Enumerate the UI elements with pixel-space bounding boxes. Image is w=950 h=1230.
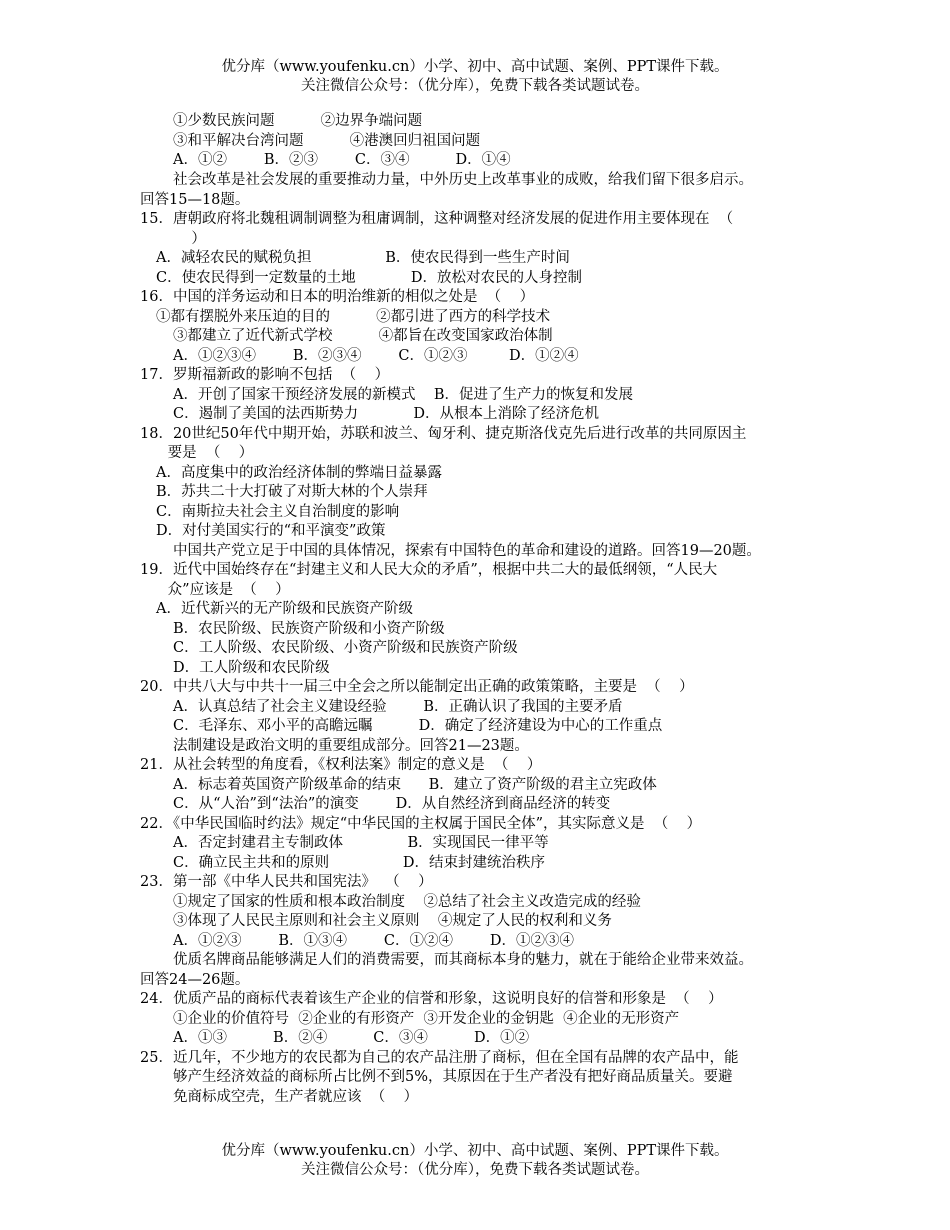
text-line: ①企业的价值符号 ②企业的有形资产 ③开发企业的金钥匙 ④企业的无形资产: [173, 1010, 680, 1027]
text-line: 19．近代中国始终存在“封建主义和人民大众的矛盾”，根据中共二大的最低纲领，“人民大: [140, 562, 718, 578]
text-line: C．遏制了美国的法西斯势力 D．从根本上消除了经济危机: [173, 406, 600, 422]
text-line: C．使农民得到一定数量的土地 D．放松对农民的人身控制: [156, 269, 583, 286]
text-line: A．①③ B．②④ C．③④ D．①②: [173, 1030, 530, 1046]
text-line: A．开创了国家干预经济发展的新模式 B．促进了生产力的恢复和发展: [173, 386, 634, 403]
text-line: D．对付美国实行的“和平演变”政策: [156, 523, 386, 539]
text-line: A．认真总结了社会主义建设经验 B．正确认识了我国的主要矛盾: [173, 698, 623, 715]
text-line: C．确立民主共和的原则 D．结束封建统治秩序: [173, 854, 545, 871]
text-line: 21．从社会转型的角度看，《权利法案》制定的意义是 （ ）: [140, 757, 542, 773]
text-line: ③都建立了近代新式学校 ④都旨在改变国家政治体制: [173, 328, 553, 344]
text-line: 回答15—18题。: [140, 191, 250, 208]
page-footer: [0, 1142, 950, 1180]
text-line: ）: [173, 230, 206, 247]
text-line: ③体现了人民民主原则和社会主义原则 ④规定了人民的权利和义务: [173, 913, 612, 929]
text-line: 免商标成空壳，生产者就应该 （ ）: [173, 1088, 419, 1105]
page-header: [0, 58, 950, 96]
text-line: 20．中共八大与中共十一届三中全会之所以能制定出正确的政策策略，主要是 （ ）: [140, 679, 694, 695]
text-line: A．标志着英国资产阶级革命的结束 B．建立了资产阶级的君主立宪政体: [173, 776, 657, 793]
text-line: 25．近几年，不少地方的农民都为自己的农产品注册了商标，但在全国有品牌的农产品中，能: [140, 1049, 739, 1066]
header-line-2: 关注微信公众号：（优分库），免费下载各类试题试卷。: [301, 78, 649, 94]
text-line: A．减轻农民的赋税负担 B．使农民得到一些生产时间: [156, 250, 570, 266]
footer-line-1: 优分库（www.youfenku.cn）小学、初中、高中试题、案例、PPT课件下载。: [221, 1143, 729, 1159]
text-line: 够产生经济效益的商标所占比例不到5%，其原因在于生产者没有把好商品质量关。要避: [173, 1069, 733, 1085]
text-line: C．工人阶级、农民阶级、小资产阶级和民族资产阶级: [173, 640, 518, 656]
header-line-1: 优分库（www.youfenku.cn）小学、初中、高中试题、案例、PPT课件下载。: [221, 59, 729, 75]
text-line: C．毛泽东、邓小平的高瞻远瞩 D．确定了经济建设为中心的工作重点: [173, 718, 663, 734]
text-line: ①少数民族问题 ②边界争端问题: [173, 113, 423, 129]
text-line: 15．唐朝政府将北魏租调制调整为租庸调制，这种调整对经济发展的促进作用主要体现在 （: [140, 211, 734, 227]
text-line: 众”应该是 （ ）: [140, 581, 290, 598]
text-line: 18．20世纪50年代中期开始，苏联和波兰、匈牙利、捷克斯洛伐克先后进行改革的共同原因主: [140, 425, 747, 442]
footer-line-2: 关注微信公众号：（优分库），免费下载各类试题试卷。: [301, 1162, 649, 1178]
text-line: B．苏共二十大打破了对斯大林的个人崇拜: [156, 484, 428, 500]
text-line: 法制建设是政治文明的重要组成部分。回答21—23题。: [173, 737, 529, 754]
text-line: 优质名牌商品能够满足人们的消费需要，而其商标本身的魅力，就在于能给企业带来效益。: [173, 952, 753, 968]
text-line: A．高度集中的政治经济体制的弊端日益暴露: [156, 464, 442, 481]
text-line: A．①②③ B．①③④ C．①②④ D．①②③④: [173, 932, 574, 949]
text-line: 回答24—26题。: [140, 971, 250, 988]
text-line: 23．第一部《中华人民共和国宪法》 （ ）: [140, 874, 433, 890]
text-line: B．农民阶级、民族资产阶级和小资产阶级: [173, 620, 445, 637]
text-line: A．否定封建君主专制政体 B．实现国民一律平等: [173, 835, 549, 851]
text-line: C．从“人治”到“法治”的演变 D．从自然经济到商品经济的转变: [173, 796, 611, 812]
text-line: A．近代新兴的无产阶级和民族资产阶级: [156, 601, 413, 617]
text-line: D．工人阶级和农民阶级: [173, 659, 330, 676]
text-line: ①规定了国家的性质和根本政治制度 ②总结了社会主义改造完成的经验: [173, 893, 641, 910]
text-line: 社会改革是社会发展的重要推动力量，中外历史上改革事业的成败，给我们留下很多启示。: [173, 172, 753, 188]
text-line: C．南斯拉夫社会主义自治制度的影响: [156, 503, 400, 520]
text-line: A．①②③④ B．②③④ C．①②③ D．①②④: [173, 347, 579, 364]
text-line: ③和平解决台湾问题 ④港澳回归祖国问题: [173, 132, 481, 149]
text-line: 17．罗斯福新政的影响不包括 （ ）: [140, 367, 390, 383]
text-line: 16．中国的洋务运动和日本的明治维新的相似之处是 （ ）: [140, 289, 535, 305]
text-line: 24．优质产品的商标代表着该生产企业的信誉和形象，这说明良好的信誉和形象是 （ ）: [140, 991, 723, 1007]
text-line: 要是 （ ）: [140, 445, 254, 461]
text-line: ①都有摆脱外来压迫的目的 ②都引进了西方的科学技术: [156, 308, 551, 325]
text-line: 22．《中华民国临时约法》规定“中华民国的主权属于国民全体”，其实际意义是 （ ）: [140, 815, 702, 832]
text-line: 中国共产党立足于中国的具体情况，探索有中国特色的革命和建设的道路。回答19—20题。: [173, 542, 761, 559]
text-line: A．①② B．②③ C．③④ D．①④: [173, 152, 511, 168]
